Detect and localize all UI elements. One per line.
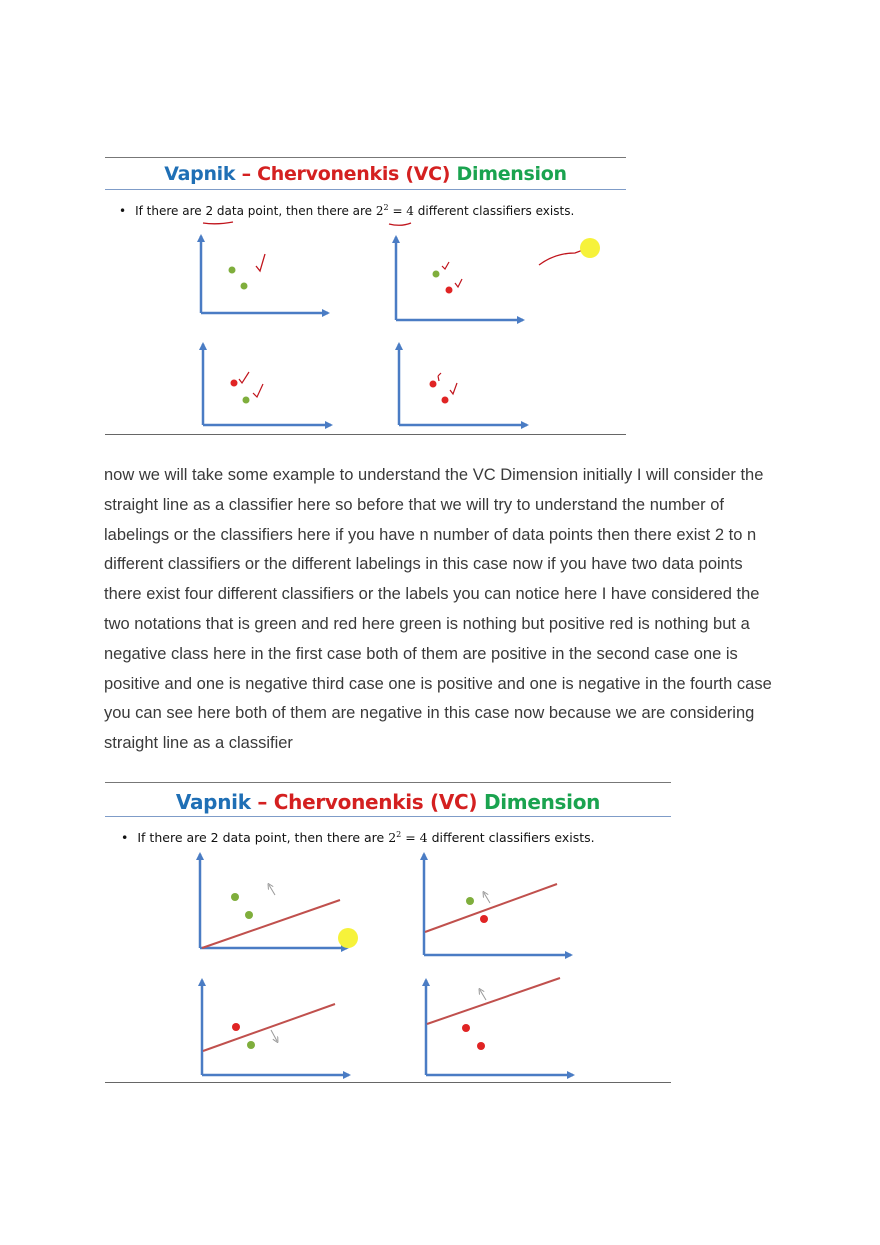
normal-arrow — [269, 885, 275, 895]
check-mark — [438, 373, 441, 381]
normal-arrow — [480, 990, 486, 1000]
negative-point — [430, 381, 437, 388]
panel-negative-positive — [203, 344, 331, 425]
separating-line — [427, 978, 560, 1024]
positive-point — [433, 271, 440, 278]
check-mark — [253, 384, 263, 397]
line-classifier-plots — [105, 782, 671, 1083]
panel-line-3 — [202, 980, 349, 1075]
panel-line-2 — [424, 854, 571, 955]
negative-point — [462, 1024, 470, 1032]
cursor-highlight — [338, 928, 358, 948]
positive-point — [247, 1041, 255, 1049]
panel-line-1 — [200, 854, 358, 948]
slide-title: Vapnik – Chervonenkis (VC) Dimension — [175, 790, 601, 814]
panel-line-4 — [426, 978, 573, 1075]
negative-point — [442, 397, 449, 404]
negative-point — [480, 915, 488, 923]
transcript-paragraph: now we will take some example to understand the VC Dimension initially I will consider the straight line as a classifier here so before that we will try to understand the number of labelings or the classifiers here if you have n number of data points then there exist 2 to n different classifiers or the different labelings in this case now if you have two data points there exist four different classifiers or the labels you can notice here I have considered the two notations that is green and red here green is nothing but positive red is nothing but a negative class here in the first case both of them are positive in the second case one is positive and one is negative third case one is positive and one is negative in the fourth case you can see here both of them are negative in this case now because we are considering straight line as a classifier — [104, 466, 772, 753]
positive-point — [229, 267, 236, 274]
panel-both-positive — [201, 236, 328, 313]
check-mark — [455, 279, 462, 287]
labelings-plots — [105, 157, 626, 435]
separating-line — [202, 900, 340, 948]
normal-arrow — [484, 893, 490, 903]
positive-point — [466, 897, 474, 905]
negative-point — [477, 1042, 485, 1050]
check-mark — [256, 254, 265, 271]
panel-positive-negative — [396, 237, 523, 320]
slide-title: Vapnik – Chervonenkis (VC) Dimension — [164, 163, 567, 185]
slide-image-labelings — [105, 157, 626, 435]
positive-point — [245, 911, 253, 919]
math-expression: $2^2 = 4$ — [375, 203, 414, 218]
separating-line — [203, 1004, 335, 1051]
math-expression: $2^2 = 4$ — [388, 830, 428, 846]
negative-point — [231, 380, 238, 387]
slide-bullet: • If there are 2 data point, then there are $2^2 = 4$ different classifiers exists. — [119, 203, 575, 218]
positive-point — [241, 283, 248, 290]
slide-bottom-rule — [105, 434, 626, 435]
check-mark — [239, 372, 249, 383]
separating-line — [425, 884, 557, 932]
underline-annotation-1 — [203, 222, 233, 224]
negative-point — [446, 287, 453, 294]
panel-both-negative — [399, 344, 527, 425]
negative-point — [232, 1023, 240, 1031]
slide-bullet: • If there are 2 data point, then there are $2^2 = 4$ different classifiers exists. — [121, 830, 595, 846]
normal-arrow — [271, 1030, 277, 1041]
positive-point — [243, 397, 250, 404]
slide-image-line-classifiers — [105, 782, 671, 1083]
positive-point — [231, 893, 239, 901]
underline-annotation-2 — [389, 223, 411, 225]
slide-bottom-rule — [105, 1082, 671, 1083]
check-mark — [450, 383, 457, 394]
check-mark — [442, 262, 449, 269]
cursor-highlight — [580, 238, 600, 258]
